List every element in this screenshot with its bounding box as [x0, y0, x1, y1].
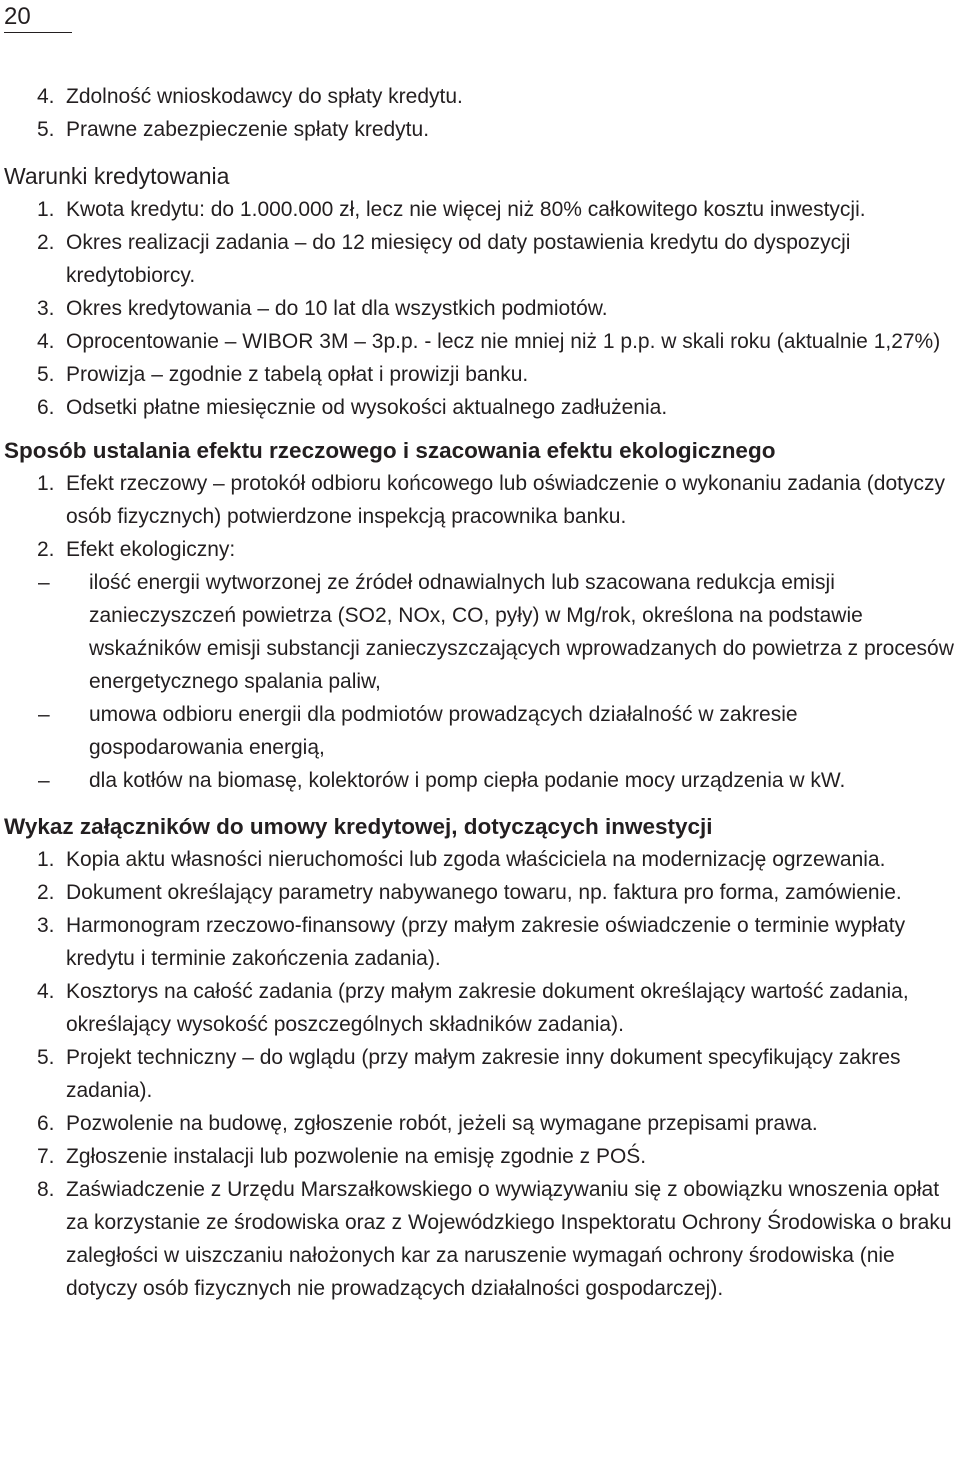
item-number: 5. — [37, 118, 55, 141]
item-text: Okres kredytowania – do 10 lat dla wszystkich podmiotów. — [66, 297, 608, 320]
item-number: 1. — [37, 472, 55, 495]
list-item — [4, 1041, 956, 1107]
item-text: Odsetki płatne miesięcznie od wysokości aktualnego zadłużenia. — [66, 396, 668, 419]
item-text: Oprocentowanie – WIBOR 3M – 3p.p. - lecz nie mniej niż 1 p.p. w skali roku (aktualnie 1,27%) — [66, 330, 941, 353]
item-text: Efekt ekologiczny: — [66, 538, 236, 561]
item-text: Kosztorys na całość zadania (przy małym zakresie dokument określający wartość zadania, określający wysokość poszczególnych składników zadania). — [66, 980, 909, 1036]
intro-list — [4, 80, 956, 146]
item-number: 6. — [37, 396, 55, 419]
item-text: ilość energii wytworzonej ze źródeł odnawialnych lub szacowana redukcja emisji zanieczyszczeń powietrza (SO2, NOx, CO, pyły) w Mg/rok, określona na podstawie wskaźników emisji substancji zanieczyszczających wprowadzanych do powietrza z procesów energetycznego spalania paliw, — [89, 571, 954, 693]
list-item — [4, 391, 956, 424]
item-number: 2. — [37, 881, 55, 904]
item-text: Zdolność wnioskodawcy do spłaty kredytu. — [66, 85, 463, 108]
list-item — [4, 226, 956, 292]
item-text: Projekt techniczny – do wglądu (przy małym zakresie inny dokument specyfikujący zakres zadania). — [66, 1046, 901, 1102]
item-number: 2. — [37, 231, 55, 254]
efekt-ekologiczny-list — [4, 566, 956, 797]
item-text: Prawne zabezpieczenie spłaty kredytu. — [66, 118, 430, 141]
item-text: Pozwolenie na budowę, zgłoszenie robót, jeżeli są wymagane przepisami prawa. — [66, 1112, 818, 1135]
dash-bullet: – — [38, 703, 50, 726]
item-number: 3. — [37, 914, 55, 937]
item-text: Zaświadczenie z Urzędu Marszałkowskiego o wywiązywaniu się z obowiązku wnoszenia opłat za korzystanie ze środowiska oraz z Wojewódzkiego Inspektoratu Ochrony Środowiska o braku zaległości w uiszczaniu nałożonych kar za naruszenie wymagań ochrony środowiska (nie dotyczy osób fizycznych nie prowadzących działalności gospodarczej). — [66, 1178, 952, 1300]
item-text: Efekt rzeczowy – protokół odbioru końcowego lub oświadczenie o wykonaniu zadania (dotyczy osób fizycznych) potwierdzone inspekcją pracownika banku. — [66, 472, 945, 528]
item-number: 8. — [37, 1178, 55, 1201]
dash-bullet: – — [38, 769, 50, 792]
section-heading-warunki: Warunki kredytowania — [4, 163, 230, 189]
dash-list-item — [4, 566, 956, 698]
item-text: Okres realizacji zadania – do 12 miesięcy od daty postawienia kredytu do dyspozycji kredytobiorcy. — [66, 231, 851, 287]
item-text: Harmonogram rzeczowo-finansowy (przy małym zakresie oświadczenie o terminie wypłaty kredytu i terminie zakończenia zadania). — [66, 914, 906, 970]
item-text: Prowizja – zgodnie z tabelą opłat i prowizji banku. — [66, 363, 529, 386]
wykaz-list — [4, 843, 956, 1305]
section-heading-wykaz: Wykaz załączników do umowy kredytowej, dotyczących inwestycji — [4, 814, 713, 839]
dash-list-item — [4, 698, 956, 764]
item-number: 4. — [37, 85, 55, 108]
list-item — [4, 1107, 956, 1140]
item-text: Zgłoszenie instalacji lub pozwolenie na emisję zgodnie z POŚ. — [66, 1145, 647, 1168]
item-number: 6. — [37, 1112, 55, 1135]
list-item — [4, 193, 956, 226]
item-text: Dokument określający parametry nabywanego towaru, np. faktura pro forma, zamówienie. — [66, 881, 902, 904]
list-item — [4, 467, 956, 533]
item-number: 2. — [37, 538, 55, 561]
page-number: 20 — [4, 3, 31, 30]
item-number: 4. — [37, 980, 55, 1003]
list-item — [4, 113, 956, 146]
list-item — [4, 876, 956, 909]
list-item — [4, 325, 956, 358]
sposob-list — [4, 467, 956, 566]
page-number-rule — [4, 32, 72, 33]
item-text: Kwota kredytu: do 1.000.000 zł, lecz nie więcej niż 80% całkowitego kosztu inwestycji. — [66, 198, 866, 221]
list-item — [4, 533, 956, 566]
list-item — [4, 292, 956, 325]
list-item — [4, 1140, 956, 1173]
list-item — [4, 80, 956, 113]
section-heading-sposob: Sposób ustalania efektu rzeczowego i szacowania efektu ekologicznego — [4, 438, 776, 463]
list-item — [4, 1173, 956, 1305]
list-item — [4, 358, 956, 391]
document-body — [4, 80, 956, 1305]
item-text: umowa odbioru energii dla podmiotów prowadzących działalność w zakresie gospodarowania energią, — [89, 703, 798, 759]
item-text: Kopia aktu własności nieruchomości lub zgoda właściciela na modernizację ogrzewania. — [66, 848, 886, 871]
dash-list-item — [4, 764, 956, 797]
item-number: 1. — [37, 848, 55, 871]
list-item — [4, 843, 956, 876]
item-number: 7. — [37, 1145, 55, 1168]
item-number: 1. — [37, 198, 55, 221]
item-text: dla kotłów na biomasę, kolektorów i pomp ciepła podanie mocy urządzenia w kW. — [89, 769, 846, 792]
item-number: 5. — [37, 363, 55, 386]
item-number: 5. — [37, 1046, 55, 1069]
list-item — [4, 975, 956, 1041]
item-number: 3. — [37, 297, 55, 320]
dash-bullet: – — [38, 571, 50, 594]
list-item — [4, 909, 956, 975]
warunki-list — [4, 193, 956, 424]
item-number: 4. — [37, 330, 55, 353]
